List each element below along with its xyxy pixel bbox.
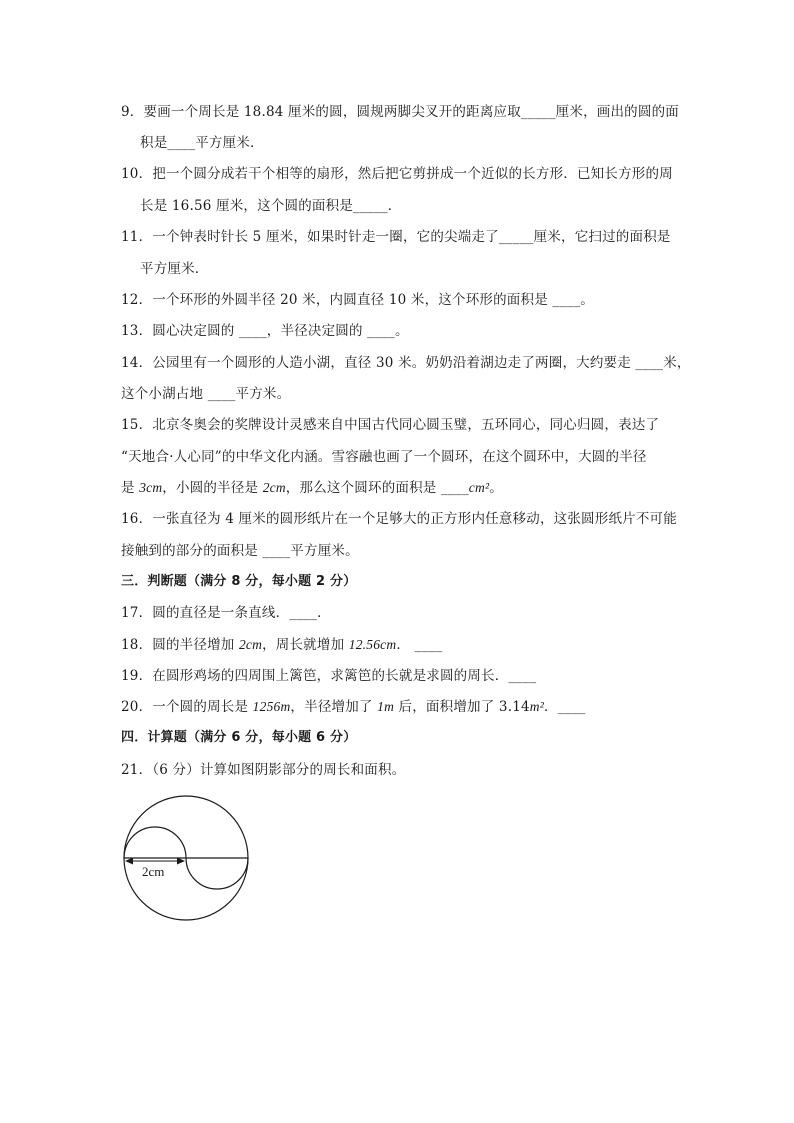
- q20-text-c: ，半径增加了: [290, 699, 378, 715]
- q20-text-a: 20．一个圆的周长是: [121, 699, 253, 715]
- section-3-heading: 三．判断题（满分 8 分，每小题 2 分）: [121, 574, 357, 589]
- q16-line-1: 16．一张直径为 4 厘米的圆形纸片在一个足够大的正方形内任意移动，这张圆形纸片不可能: [121, 511, 677, 527]
- q14-line-2: 这个小湖占地 ____平方米。: [121, 386, 291, 402]
- q15-text-c: ，小圆的半径是: [162, 480, 263, 496]
- q18-text-c: ，周长就增加: [262, 637, 349, 653]
- q17-line: 17．圆的直径是一条直线．____．: [121, 605, 331, 621]
- q19-line: 19．在圆形鸡场的四周围上篱笆，求篱笆的长就是求圆的周长．____: [121, 668, 537, 684]
- q10-line-2: 长是 16.56 厘米，这个圆的面积是_____．: [140, 198, 402, 214]
- lower-semicircle: [186, 858, 248, 889]
- q21-line: 21．（6 分）计算如图阴影部分的周长和面积。: [121, 762, 406, 778]
- q21-figure: [118, 795, 258, 925]
- q9-line-2: 积是____平方厘米．: [140, 135, 264, 151]
- q15-line-3: [121, 479, 503, 497]
- q16-line-2: 接触到的部分的面积是 ____平方厘米。: [121, 543, 359, 559]
- q20-circumference: 1256m: [252, 699, 291, 714]
- q18-radius-increase: 2cm: [238, 637, 263, 652]
- q15-line-1: 15．北京冬奥会的奖牌设计灵感来自中国古代同心圆玉璧，五环同心，同心归圆，表达了: [121, 417, 660, 433]
- section-4-heading: 四．计算题（满分 6 分，每小题 6 分）: [121, 730, 357, 745]
- upper-semicircle: [124, 827, 186, 858]
- dimension-label: 2cm: [142, 864, 165, 879]
- q15-line-2: “天地合·人心同”的中华文化内涵。雪容融也画了一个圆环，在这个圆环中，大圆的半径: [121, 449, 647, 465]
- q20-text-g: ．____: [543, 699, 586, 715]
- q15-small-radius: 2cm: [262, 480, 286, 495]
- q15-text-a: 是: [121, 480, 140, 496]
- q15-unit: cm²: [468, 480, 490, 495]
- q15-text-e: ，那么这个圆环的面积是 ____: [285, 480, 469, 496]
- q11-line-1: 11．一个钟表时针长 5 厘米，如果时针走一圈，它的尖端走了_____厘米，它扫过的面积是: [121, 229, 671, 245]
- q20-unit: m²: [529, 699, 544, 714]
- q18-text-a: 18．圆的半径增加: [121, 637, 239, 653]
- q18-line: [121, 636, 442, 654]
- q18-perimeter-increase: 12.56cm: [348, 637, 397, 652]
- q20-radius-increase: 1m: [377, 699, 395, 714]
- q18-text-e: ． ____: [396, 637, 443, 653]
- q12-line: 12．一个环形的外圆半径 20 米，内圆直径 10 米，这个环形的面积是 ____。: [121, 292, 594, 308]
- q10-line-1: 10．把一个圆分成若干个相等的扇形，然后把它剪拼成一个近似的长方形．已知长方形的周: [121, 166, 673, 182]
- q15-big-radius: 3cm: [139, 480, 163, 495]
- q11-line-2: 平方厘米．: [140, 261, 209, 277]
- q20-line: [121, 698, 585, 716]
- q14-line-1: 14．公园里有一个圆形的人造小湖，直径 30 米。奶奶沿着湖边走了两圈，大约要走 ____米，: [121, 355, 691, 371]
- q13-line: 13．圆心决定圆的 ____，半径决定圆的 ____。: [121, 323, 409, 339]
- q15-text-g: 。: [489, 480, 503, 496]
- q9-line-1: 9．要画一个周长是 18.84 厘米的圆，圆规两脚尖叉开的距离应取_____厘米，画出的圆的面: [121, 104, 679, 120]
- q20-text-e: 后，面积增加了 3.14: [394, 699, 530, 715]
